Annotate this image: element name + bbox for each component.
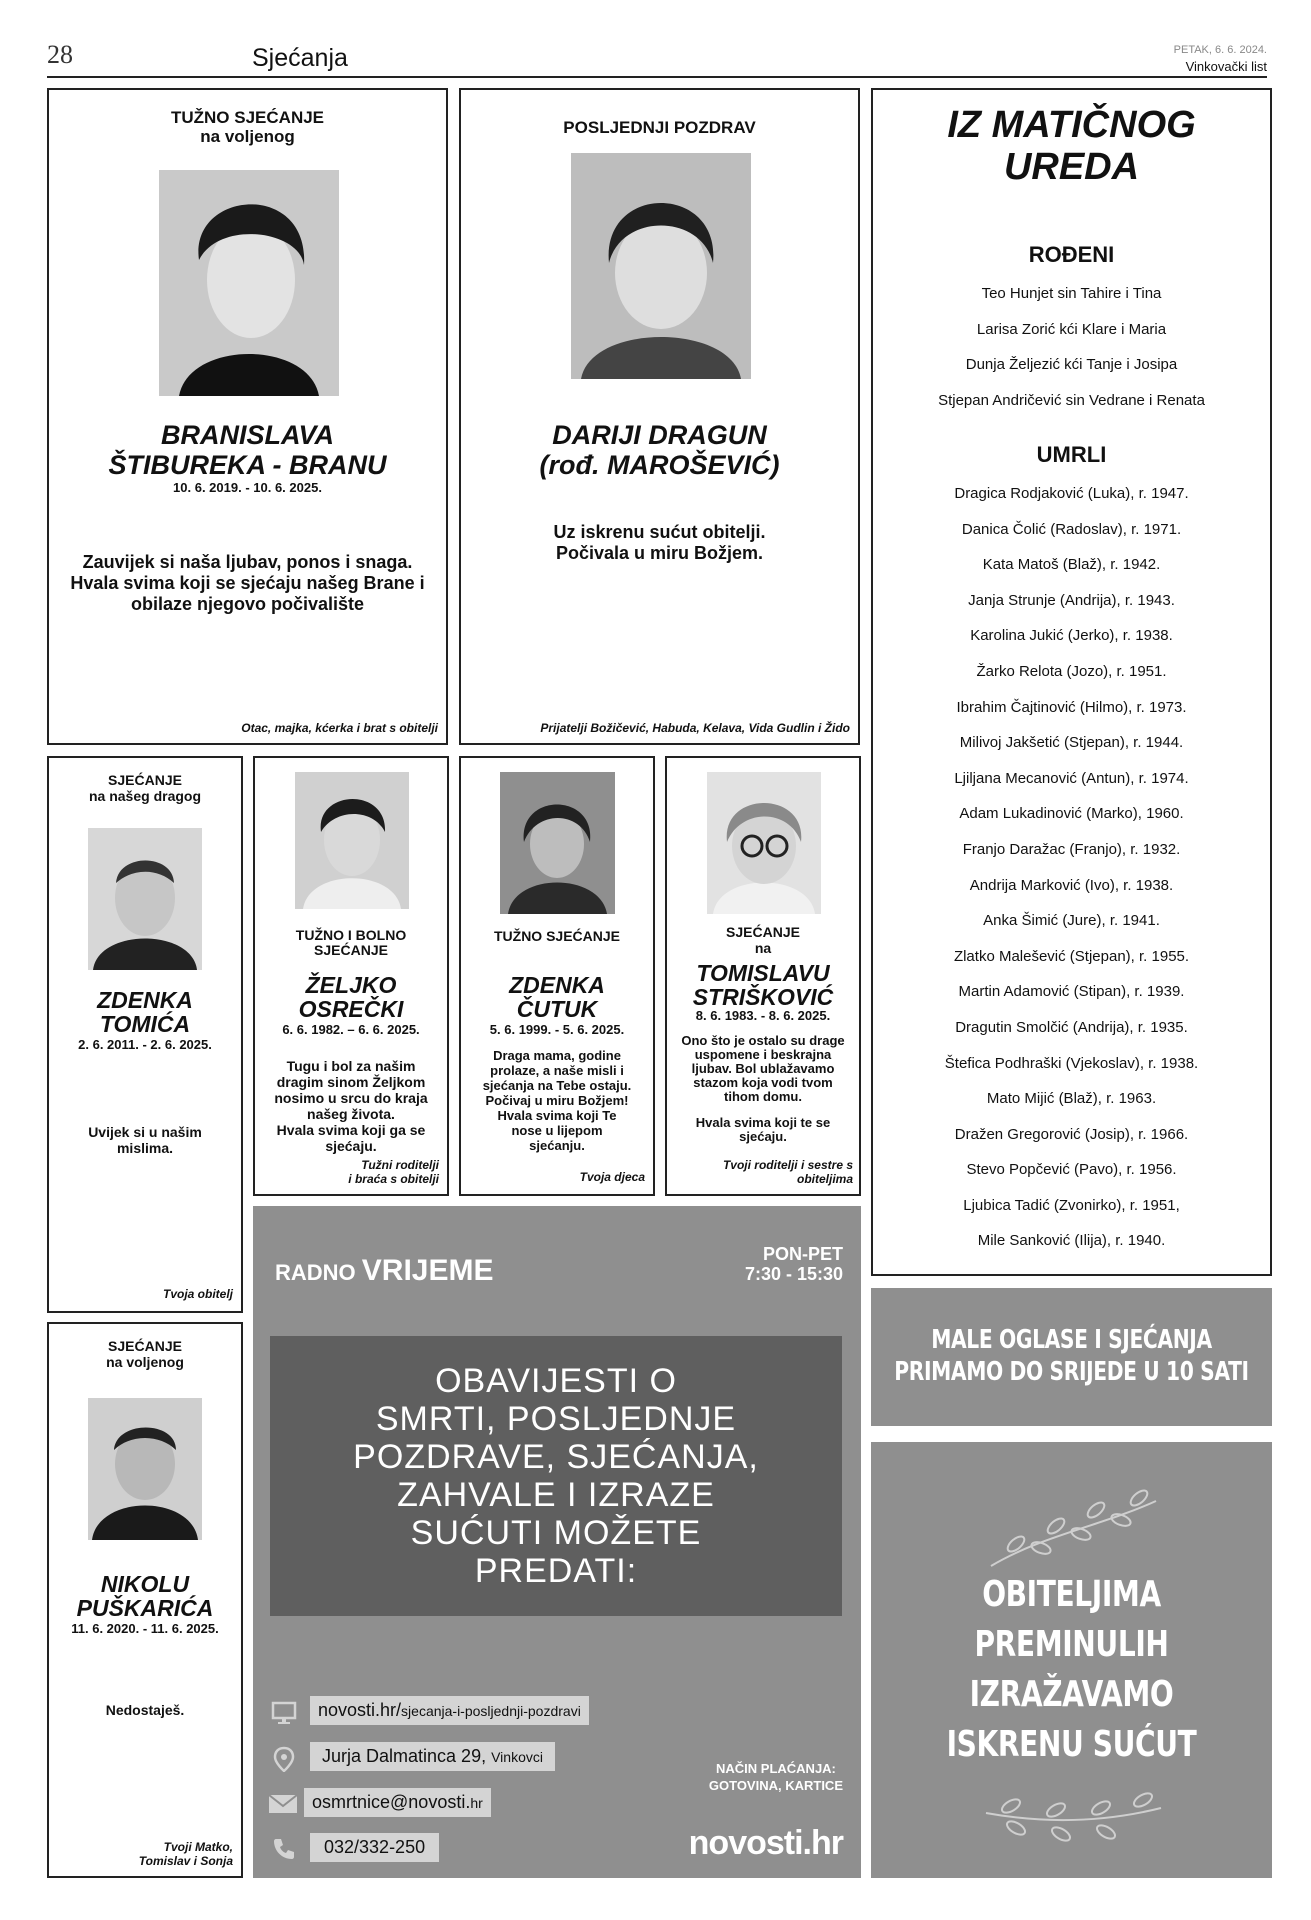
ad-heading: TUŽNO SJEĆANJE	[170, 108, 325, 127]
born-entry: Stjepan Andričević sin Vedrane i Renata	[938, 391, 1205, 409]
born-entry: Dunja Željezić kći Tanje i Josipa	[965, 356, 1178, 374]
ad-heading: POSLJEDNJI POZDRAV	[563, 118, 756, 137]
life-dates: 5. 6. 1999. - 5. 6. 2025.	[489, 1022, 625, 1037]
deceased-name: ZDENKA ČUTUK	[509, 972, 605, 1022]
portrait-photo	[88, 1398, 202, 1540]
deadline-text: MALE OGLASE I SJEĆANJA PRIMAMO DO SRIJEDE U 10 SATI	[894, 1325, 1249, 1387]
ad-signature: Tvoji Matko, Tomislav i Sonja	[138, 1840, 233, 1868]
memorial-ad-cutuk	[459, 756, 655, 1196]
born-title: ROĐENI	[1028, 242, 1115, 267]
memorial-message: Nedostaješ.	[105, 1702, 185, 1718]
ad-signature: Otac, majka, kćerka i brat s obitelji	[241, 721, 438, 735]
born-list	[873, 276, 1270, 418]
deceased-name: NIKOLU PUŠKARIĆA	[76, 1571, 214, 1621]
notice-text: OBAVIJESTI O SMRTI, POSLJEDNJE POZDRAVE, SJEĆANJA, ZAHVALE I IZRAZE SUĆUTI MOŽETE PREDATI:	[353, 1362, 759, 1590]
died-entry: Mile Sanković (Ilija), r. 1940.	[977, 1232, 1166, 1250]
ad-subheading: na voljenog	[200, 127, 295, 146]
deceased-name-line2: (rođ. MAROŠEVIĆ)	[539, 450, 780, 480]
phone-icon	[271, 1836, 297, 1862]
died-entry: Dragutin Smolčić (Andrija), r. 1935.	[955, 1018, 1188, 1036]
died-entry: Adam Lukadinović (Marko), 1960.	[959, 805, 1184, 823]
life-dates: 6. 6. 1982. – 6. 6. 2025.	[282, 1022, 420, 1037]
life-dates: 2. 6. 2011. - 2. 6. 2025.	[78, 1037, 212, 1052]
monitor-icon	[271, 1700, 297, 1726]
issue-date: PETAK, 6. 6. 2024.	[1173, 44, 1267, 56]
portrait-photo	[500, 772, 615, 914]
payment-info: NAČIN PLAĆANJA: GOTOVINA, KARTICE	[708, 1761, 843, 1793]
laurel-branch-bottom-icon	[971, 1778, 1171, 1858]
email-link[interactable]: osmrtnice@novosti.hr	[304, 1788, 491, 1817]
memorial-message: Ono što je ostalo su drage uspomene i beskrajna ljubav. Bol ublažavamo stazom koja vodi tvom tihom domu.	[681, 1033, 845, 1104]
registry-office-box	[871, 88, 1272, 1276]
died-entry: Žarko Relota (Jozo), r. 1951.	[976, 662, 1167, 680]
memorial-message: Uz iskrenu sućut obitelji. Počivala u miru Božjem.	[553, 522, 766, 563]
died-title: UMRLI	[1036, 442, 1107, 467]
died-entry: Anka Šimić (Jure), r. 1941.	[983, 912, 1160, 930]
memorial-ad-osrecki	[253, 756, 449, 1196]
died-entry: Kata Matoš (Blaž), r. 1942.	[982, 556, 1161, 574]
portrait-photo	[88, 828, 202, 970]
ad-signature: Prijatelji Božičević, Habuda, Kelava, Vida Gudlin i Žido	[540, 721, 850, 735]
deceased-name: ŽELJKO OSREČKI	[298, 972, 404, 1022]
registry-title: IZ MATIČNOG UREDA	[947, 104, 1196, 188]
memorial-ad-dragun	[459, 88, 860, 745]
publication-name: Vinkovački list	[1185, 59, 1267, 74]
ad-heading: TUŽNO SJEĆANJE	[493, 928, 621, 944]
ad-signature: Tužni roditelji i braća s obitelji	[348, 1158, 439, 1186]
died-entry: Janja Strunje (Andrija), r. 1943.	[968, 591, 1175, 609]
memorial-ad-striskovic	[665, 756, 861, 1196]
portrait-photo	[707, 772, 821, 914]
died-entry: Franjo Daražac (Franjo), r. 1932.	[962, 840, 1181, 858]
header-rule	[47, 76, 1267, 78]
ad-signature: Tvoja djeca	[579, 1170, 645, 1184]
memorial-message: Zauvijek si naša ljubav, ponos i snaga. Hvala svima koji se sjećaju našeg Brane i obilaze njegovo počivalište	[70, 552, 425, 614]
died-entry: Ljiljana Mecanović (Antun), r. 1974.	[954, 769, 1189, 787]
born-entry: Teo Hunjet sin Tahire i Tina	[981, 285, 1162, 302]
hours-label: RADNO VRIJEME	[275, 1254, 494, 1287]
died-entry: Mato Mijić (Blaž), r. 1963.	[986, 1090, 1157, 1108]
portrait-photo	[295, 772, 409, 909]
ad-heading: SJEĆANJE na voljenog	[106, 1338, 184, 1370]
deceased-name: ZDENKA TOMIĆA	[97, 987, 193, 1037]
memorial-ad-puskaric	[47, 1322, 243, 1878]
section-title: Sjećanja	[252, 44, 348, 72]
novosti-logo: novosti.hr	[688, 1824, 843, 1862]
ad-signature: Tvoji roditelji i sestre s obiteljima	[722, 1158, 853, 1186]
life-dates: 8. 6. 1983. - 8. 6. 2025.	[695, 1008, 831, 1023]
thanks-message: Hvala svima koji te se sjećaju.	[695, 1115, 831, 1144]
deceased-name-line2: ŠTIBUREKA - BRANU	[108, 450, 387, 480]
working-hours: PON-PET 7:30 - 15:30	[744, 1244, 843, 1284]
deceased-name-line1: BRANISLAVA	[161, 420, 334, 450]
died-entry: Ibrahim Čajtinović (Hilmo), r. 1973.	[956, 698, 1187, 716]
memorial-ad-stiburek	[47, 88, 448, 745]
website-link[interactable]: novosti.hr/sjecanja-i-posljednji-pozdravi	[310, 1696, 589, 1725]
deadline-banner	[871, 1288, 1272, 1426]
died-entry: Andrija Marković (Ivo), r. 1938.	[969, 876, 1174, 894]
died-entry: Zlatko Malešević (Stjepan), r. 1955.	[953, 947, 1190, 965]
deceased-name-line1: DARIJI DRAGUN	[552, 420, 767, 450]
location-pin-icon	[271, 1746, 297, 1772]
ad-heading: SJEĆANJE na našeg dragog	[88, 772, 202, 804]
condolence-text: OBITELJIMA PREMINULIH IZRAŽAVAMO ISKRENU SUĆUT	[946, 1574, 1197, 1765]
notice-box	[270, 1336, 842, 1616]
died-entry: Ljubica Tadić (Zvonirko), r. 1951,	[963, 1196, 1180, 1214]
died-entry: Martin Adamović (Stipan), r. 1939.	[958, 983, 1185, 1001]
submission-info-panel	[253, 1206, 861, 1878]
born-entry: Larisa Zorić kći Klare i Maria	[976, 320, 1167, 338]
portrait-photo	[571, 153, 751, 379]
died-list	[873, 476, 1270, 1259]
life-dates: 11. 6. 2020. - 11. 6. 2025.	[71, 1621, 219, 1636]
office-address: Jurja Dalmatinca 29, Vinkovci	[310, 1742, 555, 1771]
died-entry: Štefica Podhraški (Vjekoslav), r. 1938.	[944, 1054, 1199, 1072]
deceased-name: TOMISLAVU STRIŠKOVIĆ	[692, 960, 834, 1010]
portrait-photo	[159, 170, 339, 396]
page-number: 28	[47, 40, 73, 69]
died-entry: Danica Čolić (Radoslav), r. 1971.	[961, 520, 1182, 538]
died-entry: Dragica Rodjaković (Luka), r. 1947.	[954, 485, 1189, 502]
laurel-branch-top-icon	[971, 1486, 1171, 1576]
died-entry: Stevo Popčević (Pavo), r. 1956.	[966, 1161, 1177, 1179]
ad-heading: SJEĆANJE na	[726, 924, 800, 956]
memorial-message: Uvijek si u našim mislima.	[88, 1124, 202, 1156]
ad-signature: Tvoja obitelj	[162, 1287, 233, 1301]
died-entry: Milivoj Jakšetić (Stjepan), r. 1944.	[959, 734, 1184, 752]
envelope-icon	[267, 1791, 299, 1817]
memorial-message: Draga mama, godine prolaze, a naše misli i sjećanja na Tebe ostaju. Počivaj u miru Božjem! Hvala svima koji Te nose u lijepom sjećanju.	[482, 1048, 632, 1153]
phone-number[interactable]: 032/332-250	[310, 1833, 439, 1862]
died-entry: Dražen Gregorović (Josip), r. 1966.	[954, 1125, 1189, 1143]
condolence-box	[871, 1442, 1272, 1878]
memorial-ad-tomic	[47, 756, 243, 1313]
died-entry: Karolina Jukić (Jerko), r. 1938.	[970, 627, 1173, 645]
memorial-message: Tugu i bol za našim dragim sinom Željkom nosimo u srcu do kraja našeg života. Hvala svima koji ga se sjećaju.	[274, 1058, 428, 1154]
life-dates: 10. 6. 2019. - 10. 6. 2025.	[173, 480, 322, 495]
ad-heading: TUŽNO I BOLNO SJEĆANJE	[295, 927, 407, 958]
